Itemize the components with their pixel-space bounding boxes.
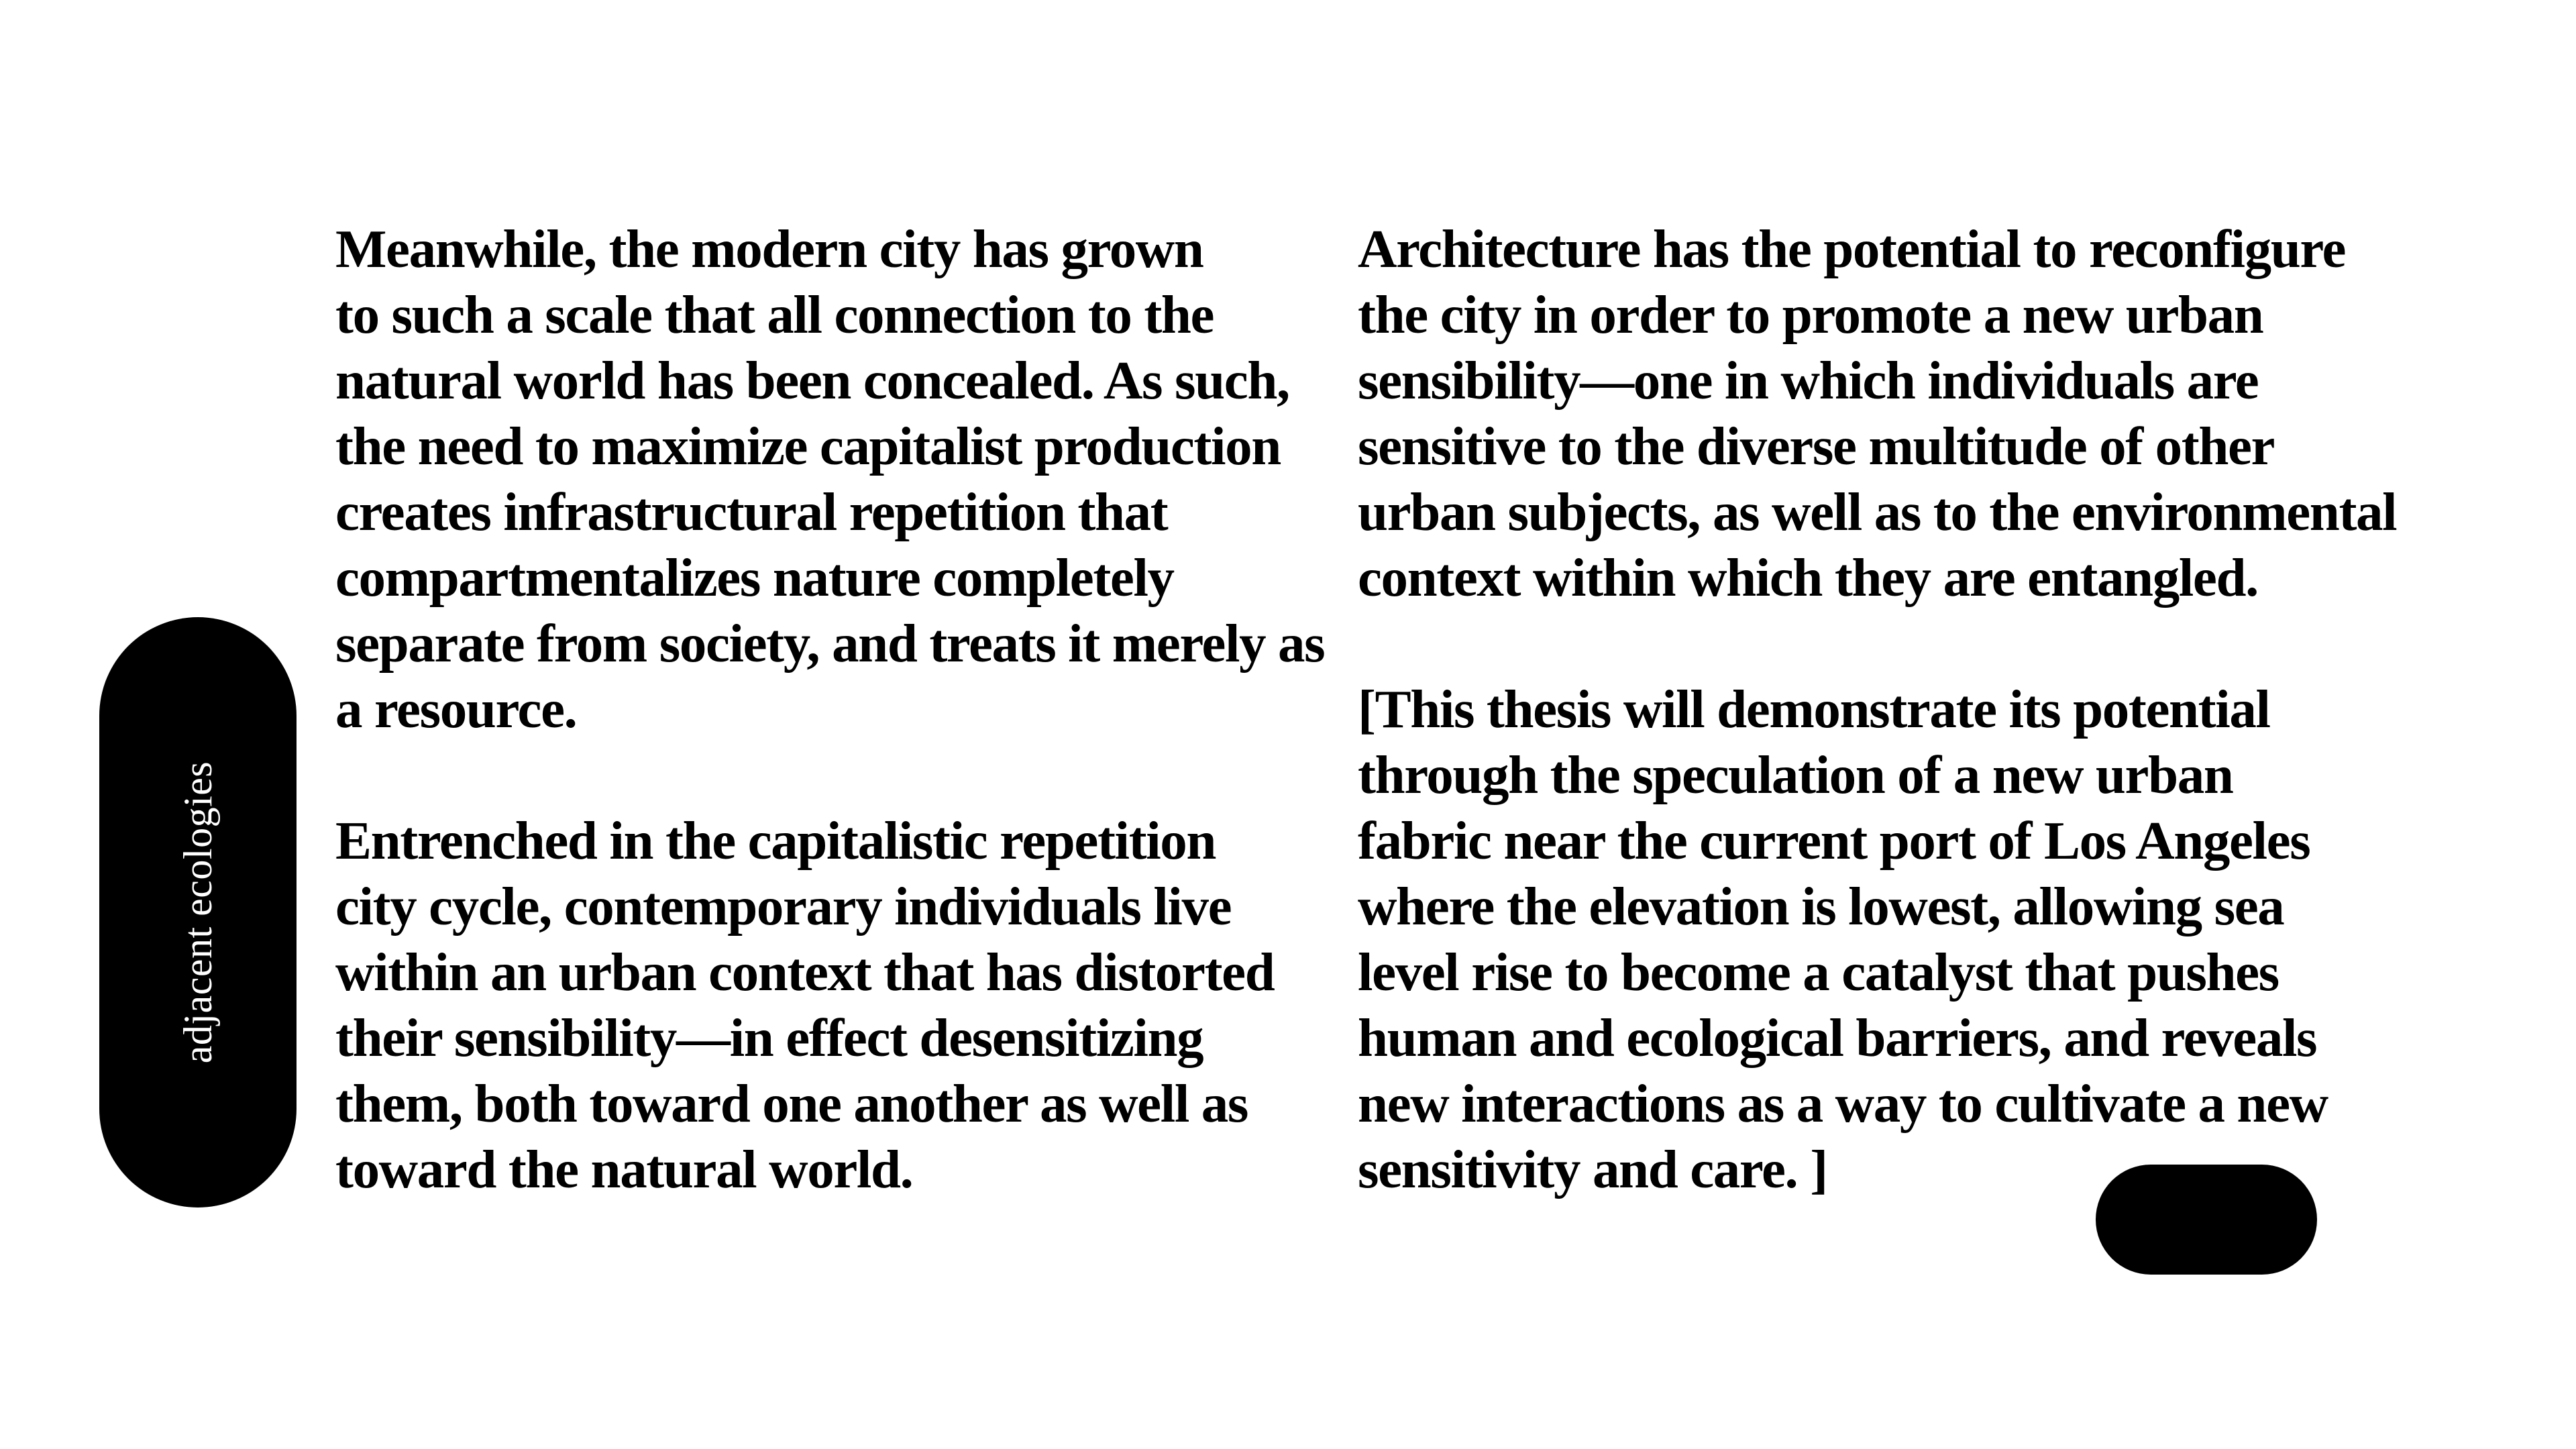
paragraph-spacer — [1358, 610, 2396, 676]
text-line: level rise to become a catalyst that pushes — [1358, 942, 2279, 1002]
text-line: Meanwhile, the modern city has grown — [335, 219, 1203, 279]
text-line: [This thesis will demonstrate its potential — [1358, 679, 2270, 739]
text-line: Entrenched in the capitalistic repetition — [335, 810, 1216, 871]
text-line: creates infrastructural repetition that — [335, 482, 1168, 542]
text-line: city cycle, contemporary individuals live — [335, 876, 1232, 936]
text-line: new interactions as a way to cultivate a new — [1358, 1073, 2328, 1134]
text-line: a resource. — [335, 679, 577, 739]
text-line: fabric near the current port of Los Angeles — [1358, 810, 2310, 871]
next-page-button[interactable] — [2096, 1165, 2317, 1275]
text-line: urban subjects, as well as to the environmental — [1358, 482, 2397, 542]
section-label-pill — [99, 617, 297, 1208]
text-line: context within which they are entangled. — [1358, 547, 2258, 608]
left-text-column — [335, 216, 1324, 1202]
text-line: to such a scale that all connection to the — [335, 284, 1214, 345]
text-line: within an urban context that has distorted — [335, 942, 1275, 1002]
paragraph — [335, 216, 1324, 742]
text-line: compartmentalizes nature completely — [335, 547, 1174, 608]
text-line: toward the natural world. — [335, 1139, 913, 1199]
text-line: through the speculation of a new urban — [1358, 745, 2233, 805]
paragraph-spacer — [335, 742, 1324, 808]
text-line: Architecture has the potential to reconfigure — [1358, 219, 2346, 279]
text-line: sensitive to the diverse multitude of other — [1358, 416, 2275, 476]
text-line: human and ecological barriers, and reveals — [1358, 1008, 2317, 1068]
text-line: where the elevation is lowest, allowing sea — [1358, 876, 2284, 936]
text-line: sensibility—one in which individuals are — [1358, 350, 2259, 411]
text-line: them, both toward one another as well as — [335, 1073, 1248, 1134]
text-line: the city in order to promote a new urban — [1358, 284, 2263, 345]
section-label: adjacent ecologies — [176, 761, 220, 1064]
text-line: separate from society, and treats it merely as — [335, 613, 1325, 674]
text-line: the need to maximize capitalist production — [335, 416, 1281, 476]
paragraph — [335, 808, 1324, 1202]
text-line: sensitivity and care. ] — [1358, 1139, 1827, 1199]
paragraph — [1358, 216, 2396, 610]
right-text-column — [1358, 216, 2396, 1202]
paragraph — [1358, 676, 2396, 1202]
text-line: their sensibility—in effect desensitizing — [335, 1008, 1203, 1068]
text-line: natural world has been concealed. As such, — [335, 350, 1289, 411]
